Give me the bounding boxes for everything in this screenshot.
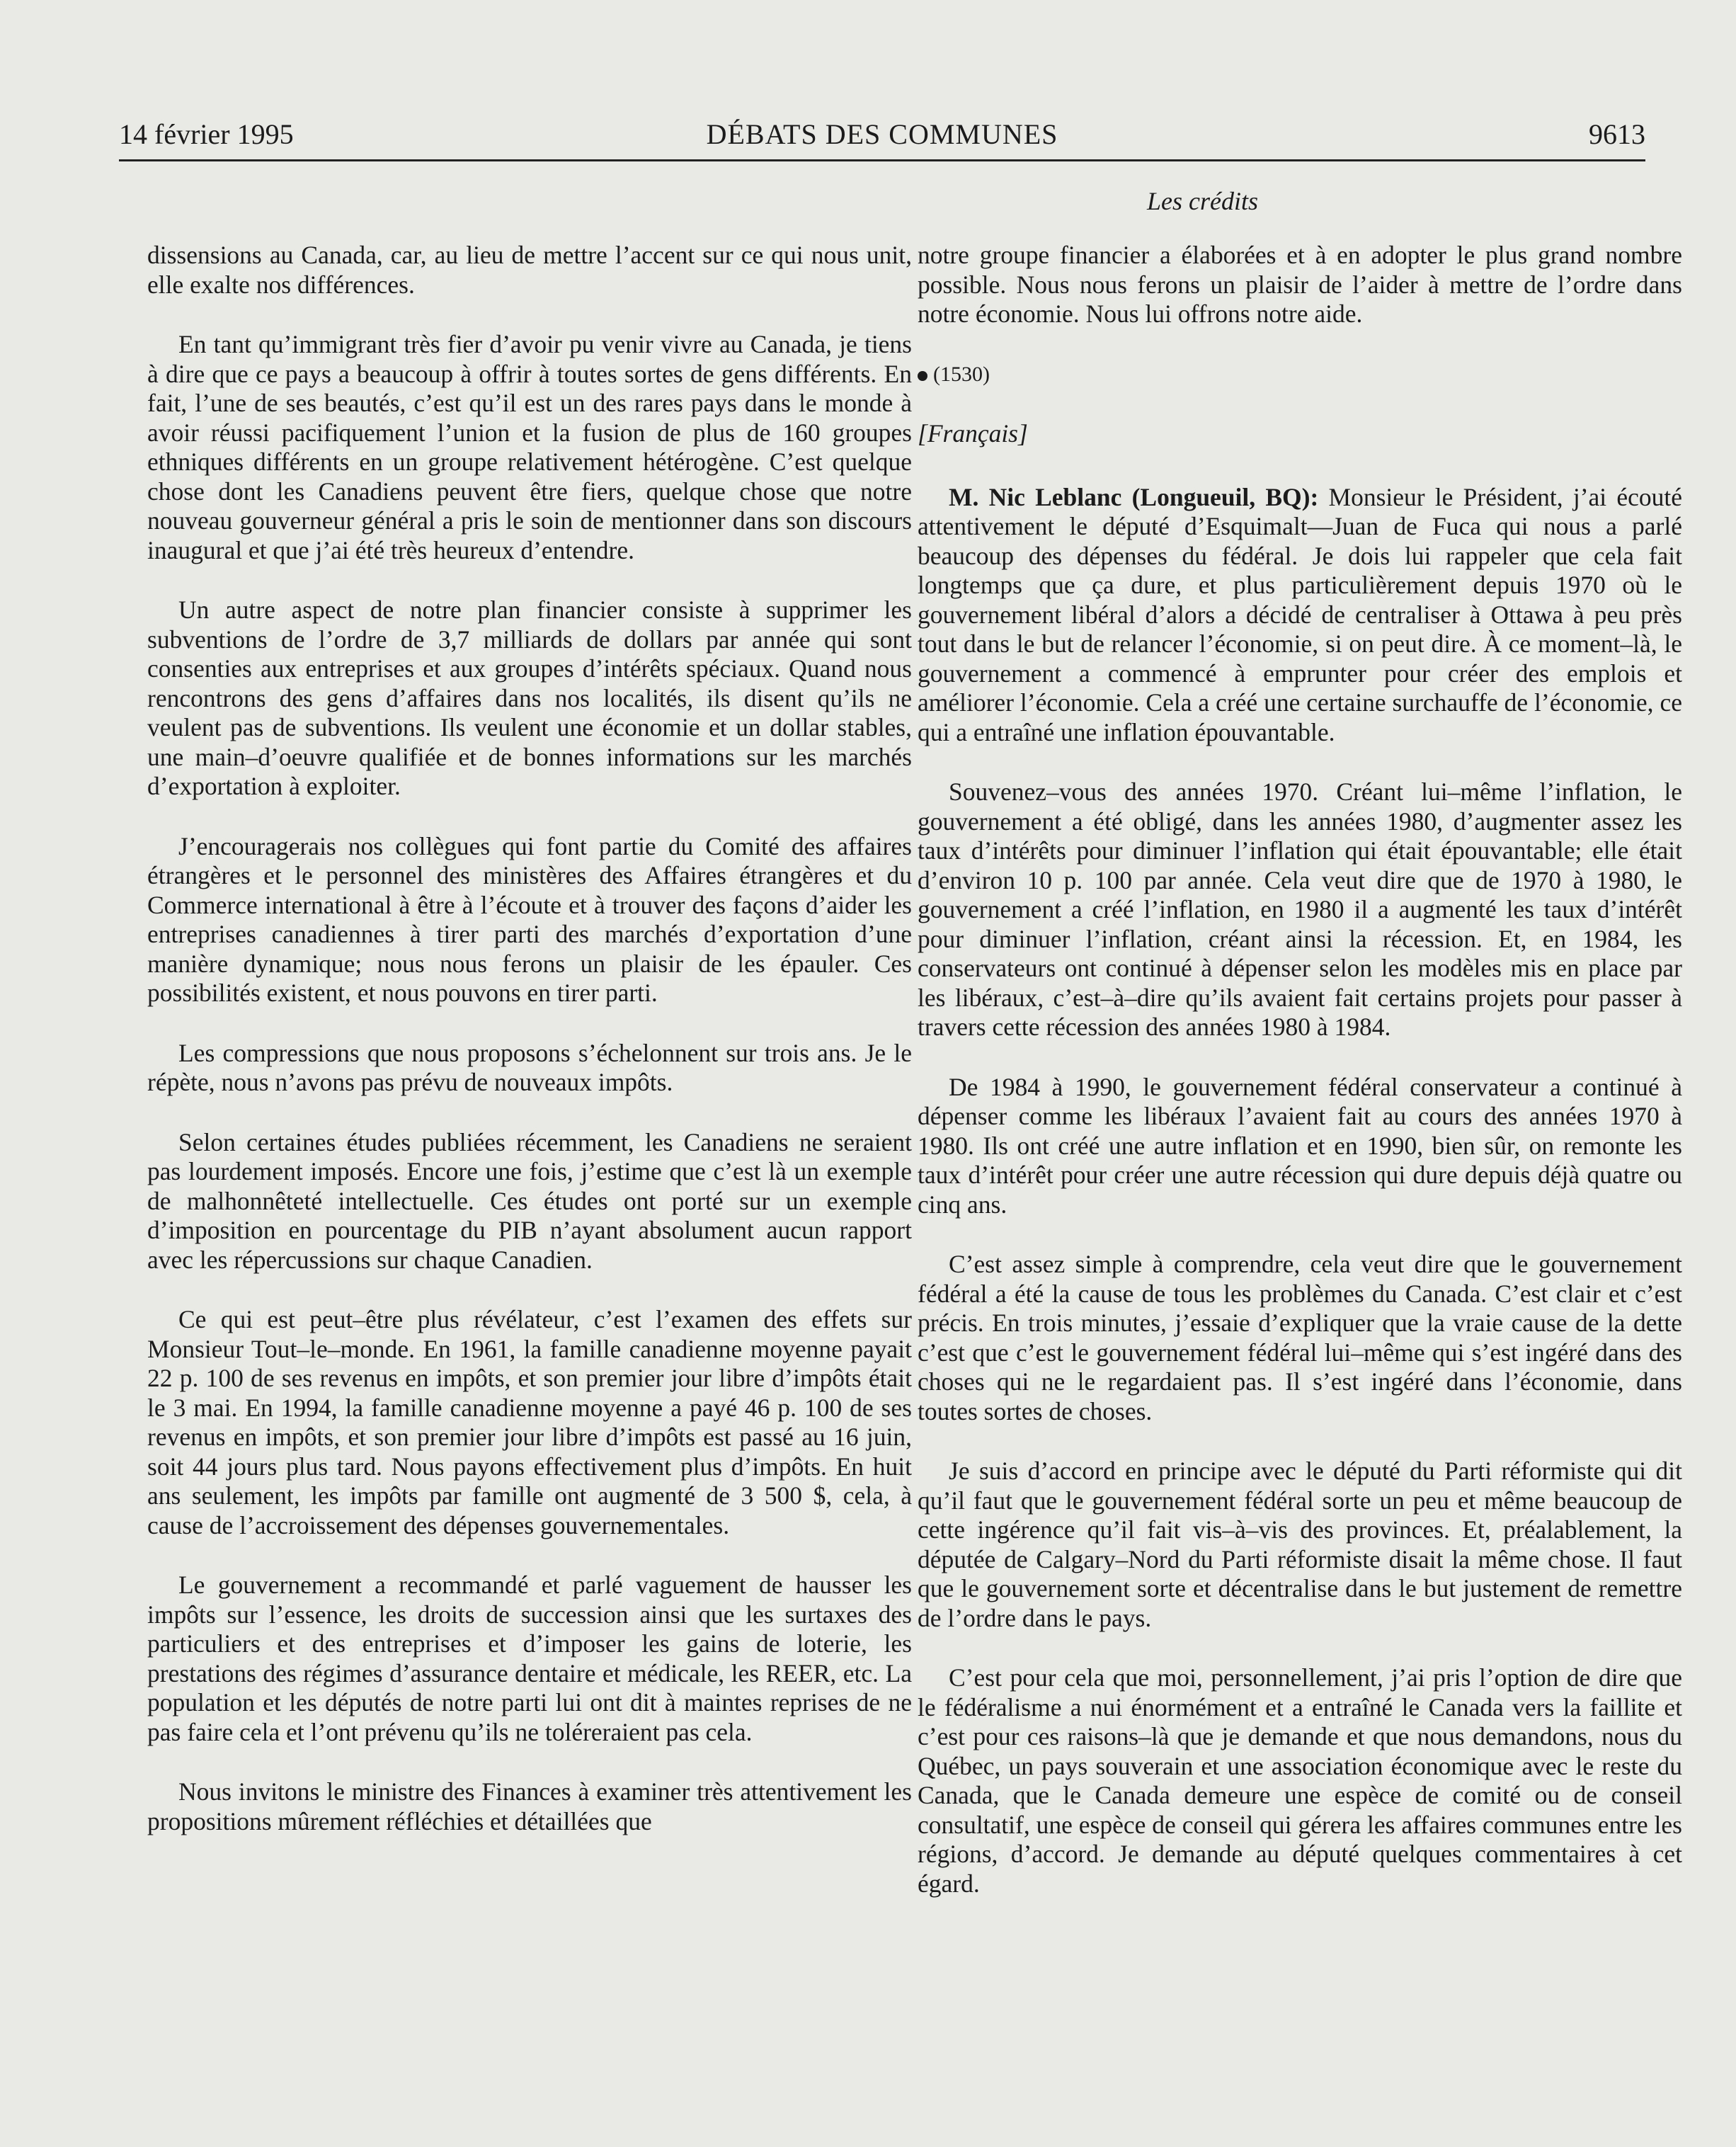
speaker-name: M. Nic Leblanc (Longueuil, BQ): [949, 482, 1319, 511]
paragraph: C’est assez simple à comprendre, cela veut dire que le gouvernement fédéral a été la cause de tous les problèmes du Canada. C’est clair et c’est précis. En trois minutes, j’essaie d’expliquer que la vraie cause de la dette c’est que c’est le gouvernement fédéral lui–même qui s’est ingéré dans des choses qui ne le regardaient pas. Il s’est ingéré dans l’économie, dans toutes sortes de choses. [918, 1250, 1682, 1425]
paragraph: Les compressions que nous proposons s’échelonnent sur trois ans. Je le répète, nous n’avons pas prévu de nouveaux impôts. [147, 1038, 912, 1096]
speaker-text: Monsieur le Président, j’ai écouté attentivement le député d’Esquimalt—Juan de Fuca qui nous a parlé beaucoup des dépenses du fédéral. Je dois lui rappeler que cela fait longtemps que ça dure, et plus particulièrement depuis 1970 où le gouvernement libéral d’alors a décidé de centraliser à Ottawa à peu près tout dans le but de relancer l’économie, si on peut dire. À ce moment–là, le gouvernement a commencé à emprunter pour créer des emplois et améliorer l’économie. Cela a créé une certaine surchauffe de l’économie, ce qui a entraîné une inflation épouvantable. [918, 482, 1683, 746]
paragraph: Le gouvernement a recommandé et parlé vaguement de hausser les impôts sur l’essence, les droits de succession ainsi que les surtaxes des particuliers et des entreprises et d’imposer les gains de loterie, les prestations des régimes d’assurance dentaire et médicale, les REER, etc. La population et les députés de notre parti lui ont dit à maintes reprises de ne pas faire cela et l’ont prévenu qu’ils ne toléreraient pas cela. [147, 1571, 912, 1746]
paragraph: C’est pour cela que moi, personnellement, j’ai pris l’option de dire que le fédéralisme a nui énormément et a entraîné le Canada vers la faillite et c’est pour ces raisons–là que je demande et que nous demandons, nous du Québec, un pays souverain et une association économique avec le reste du Canada, que le Canada demeure une espèce de comité ou de conseil consultatif, une espèce de conseil qui gérera les affaires communes entre les régions, d’accord. Je demande au député quelques commentaires à cet égard. [918, 1663, 1682, 1898]
paragraph: Selon certaines études publiées récemment, les Canadiens ne seraient pas lourdement imposés. Encore une fois, j’estime que c’est là un exemple de malhonnêteté intellectuelle. Ces études ont porté sur un exemple d’imposition en pourcentage du PIB n’ayant absolument aucun rapport avec les répercussions sur chaque Canadien. [147, 1127, 912, 1274]
time-marker-text: (1530) [933, 362, 990, 386]
paragraph: Nous invitons le ministre des Finances à examiner très attentivement les propositions mûrement réfléchies et détaillées que [147, 1777, 912, 1835]
header-date: 14 février 1995 [119, 118, 294, 150]
paragraph: J’encouragerais nos collègues qui font partie du Comité des affaires étrangères et le personnel des ministères des Affaires étrangères et du Commerce international à être à l’écoute et à trouver des façons d’aider les entreprises canadiennes à tirer parti des marchés d’exportation d’une manière dynamique; nous nous ferons un plaisir de les épauler. Ces possibilités existent, et nous pouvons en tirer parti. [147, 831, 912, 1007]
paragraph: De 1984 à 1990, le gouvernement fédéral conservateur a continué à dépenser comme les libéraux l’avaient fait au cours des années 1970 à 1980. Ils ont créé une autre inflation et en 1990, bien sûr, on remonte les taux d’intérêt pour créer une autre récession qui dure depuis déjà quatre ou cinq ans. [918, 1072, 1682, 1219]
paragraph: Je suis d’accord en principe avec le député du Parti réformiste qui dit qu’il faut que le gouvernement fédéral sorte un peu et même beaucoup de cette ingérence qu’il fait vis–à–vis des provinces. Et, préalablement, la députée de Calgary–Nord du Parti réformiste disait la même chose. Il faut que le gouvernement sorte et décentralise dans le but justement de remettre de l’ordre dans le pays. [918, 1457, 1682, 1632]
paragraph: Ce qui est peut–être plus révélateur, c’est l’examen des effets sur Monsieur Tout–le–monde. En 1961, la famille canadienne moyenne payait 22 p. 100 de ses revenus en impôts, et son premier jour libre d’impôts était le 3 mai. En 1994, la famille canadienne moyenne a payé 46 p. 100 de ses revenus en impôts, et son premier jour libre d’impôts est passé au 16 juin, soit 44 jours plus tard. Nous payons effectivement plus d’impôts. En huit ans seulement, les impôts par famille ont augmenté de 3 500 $, cela, à cause de l’accroissement des dépenses gouvernementales. [147, 1305, 912, 1539]
header-title: DÉBATS DES COMMUNES [706, 118, 1058, 150]
page-header [119, 110, 1645, 161]
bullet-icon [918, 371, 927, 381]
left-column [147, 241, 912, 1867]
paragraph: notre groupe financier a élaborées et à en adopter le plus grand nombre possible. Nous nous ferons un plaisir de l’aider à mettre de l’ordre dans notre économie. Nous lui offrons notre aide. [918, 241, 1682, 328]
paragraph: dissensions au Canada, car, au lieu de mettre l’accent sur ce qui nous unit, elle exalte nos différences. [147, 241, 912, 299]
running-head: Les crédits [1147, 187, 1258, 215]
paragraph: Souvenez–vous des années 1970. Créant lui–même l’inflation, le gouvernement a été obligé, dans les années 1980, d’augmenter assez les taux d’intérêts pour diminuer l’inflation qui était épouvantable; elle était d’environ 10 p. 100 par année. Cela veut dire que de 1970 à 1980, le gouvernement a créé l’inflation, en 1980 il a augmenté les taux d’intérêt pour diminuer l’inflation, créant ainsi la récession. Et, en 1984, les conservateurs ont continué à dépenser selon les modèles mis en place par les libéraux, c’est–à–dire qu’ils avaient fait certains projets pour passer à travers cette récession des années 1980 à 1984. [918, 778, 1682, 1041]
time-marker [918, 360, 1682, 389]
right-column [918, 241, 1682, 1929]
language-tag: [Français] [918, 419, 1028, 448]
paragraph: En tant qu’immigrant très fier d’avoir pu venir vivre au Canada, je tiens à dire que ce pays a beaucoup à offrir à toutes sortes de gens différents. En fait, l’une de ses beautés, c’est qu’il est un des rares pays dans le monde à avoir réussi pacifiquement l’union et la fusion de plus de 160 groupes ethniques différents en un groupe relativement hétérogène. C’est quelque chose dont les Canadiens peuvent être fiers, quelque chose que notre nouveau gouverneur général a pris le soin de mentionner dans son discours inaugural et que j’ai été très heureux d’entendre. [147, 330, 912, 564]
speaker-paragraph [918, 483, 1682, 748]
header-page-number: 9613 [1589, 118, 1645, 150]
paragraph: Un autre aspect de notre plan financier consiste à supprimer les subventions de l’ordre de 3,7 milliards de dollars par année qui sont consenties aux entreprises et aux groupes d’intérêts spéciaux. Quand nous rencontrons des gens d’affaires dans nos localités, ils disent qu’ils ne veulent pas de subventions. Ils veulent une économie et un dollar stables, une main–d’oeuvre qualifiée et de bonnes informations sur les marchés d’exportation à exploiter. [147, 596, 912, 800]
